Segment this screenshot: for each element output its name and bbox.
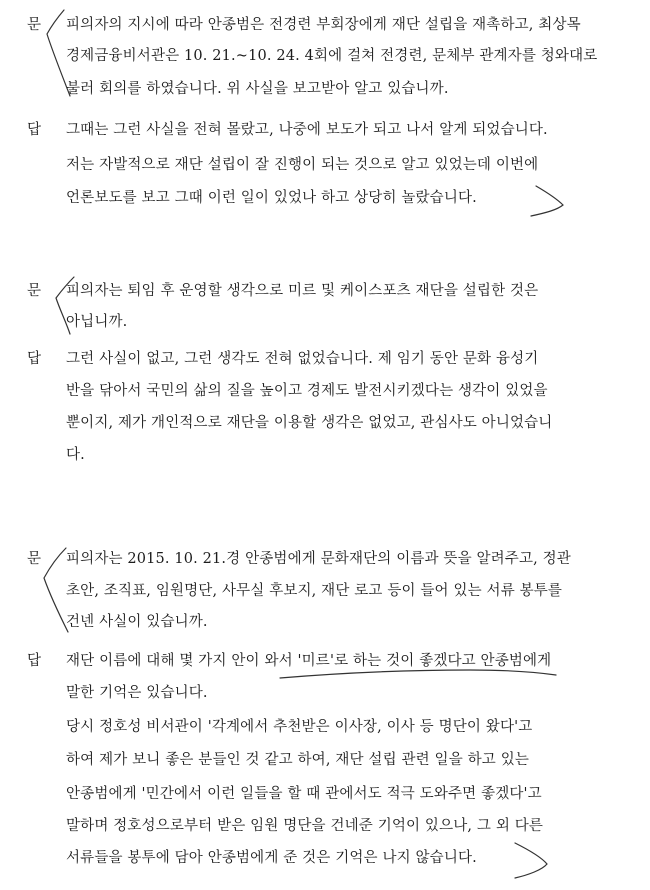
question-line: 아닙니까.: [66, 314, 128, 330]
question-line: 경제금융비서관은 10. 21.~10. 24. 4회에 걸쳐 전경련, 문체부 관계자를 청와대로: [66, 48, 598, 64]
opening-bracket-mark: [44, 548, 68, 632]
question-line: 피의자는 퇴임 후 운영할 생각으로 미르 및 케이스포츠 재단을 설립한 것은: [66, 283, 539, 299]
question-line: 건넨 사실이 있습니까.: [66, 614, 208, 630]
answer-line: 다.: [66, 447, 85, 463]
answer-line: 안종범에게 '민간에서 이런 일들을 할 때 관에서도 적극 도와주면 좋겠다'고: [66, 786, 542, 802]
underline-mark: [280, 670, 556, 678]
answer-line: 반을 닦아서 국민의 삶의 질을 높이고 경제도 발전시키겠다는 생각이 있었을: [66, 383, 548, 399]
answer-line: 그때는 그런 사실을 전혀 몰랐고, 나중에 보도가 되고 나서 알게 되었습니다.: [66, 122, 548, 138]
answer-marker: 답: [27, 653, 42, 669]
question-marker: 문: [27, 551, 42, 567]
question-marker: 문: [27, 283, 42, 299]
question-marker: 문: [27, 17, 42, 33]
answer-line: 당시 정호성 비서관이 '각계에서 추천받은 이사장, 이사 등 명단이 왔다'고: [66, 719, 533, 735]
answer-line: 서류들을 봉투에 담아 안종범에게 준 것은 기억은 나지 않습니다.: [66, 850, 477, 866]
answer-line: 뿐이지, 제가 개인적으로 재단을 이용할 생각은 없었고, 관심사도 아니었습니: [66, 415, 553, 431]
answer-line: 재단 이름에 대해 몇 가지 안이 와서 '미르'로 하는 것이 좋겠다고 안종범에게: [66, 653, 552, 669]
answer-line: 저는 자발적으로 재단 설립이 잘 진행이 되는 것으로 알고 있었는데 이번에: [66, 157, 539, 173]
question-line: 피의자는 2015. 10. 21.경 안종범에게 문화재단의 이름과 뜻을 알려주고, 정관: [66, 551, 571, 567]
closing-bracket-mark: [531, 186, 563, 216]
answer-line: 언론보도를 보고 그때 이런 일이 있었나 하고 상당히 놀랐습니다.: [66, 190, 477, 206]
answer-line: 하여 제가 보니 좋은 분들인 것 같고 하여, 재단 설립 관련 일을 하고 있는: [66, 752, 530, 768]
closing-bracket-mark: [515, 843, 547, 878]
question-line: 피의자의 지시에 따라 안종범은 전경련 부회장에게 재단 설립을 재촉하고, 최상목: [66, 17, 581, 33]
answer-line: 그런 사실이 없고, 그런 생각도 전혀 없었습니다. 제 임기 동안 문화 융성기: [66, 351, 539, 367]
answer-marker: 답: [27, 351, 42, 367]
answer-line: 말하며 정호성으로부터 받은 임원 명단을 건네준 기억이 있으나, 그 외 다른: [66, 818, 544, 834]
answer-marker: 답: [27, 122, 42, 138]
answer-line: 말한 기억은 있습니다.: [66, 685, 208, 701]
question-line: 초안, 조직표, 임원명단, 사무실 후보지, 재단 로고 등이 들어 있는 서류 봉투를: [66, 583, 563, 599]
question-line: 불러 회의를 하였습니다. 위 사실을 보고받아 알고 있습니까.: [66, 81, 449, 97]
